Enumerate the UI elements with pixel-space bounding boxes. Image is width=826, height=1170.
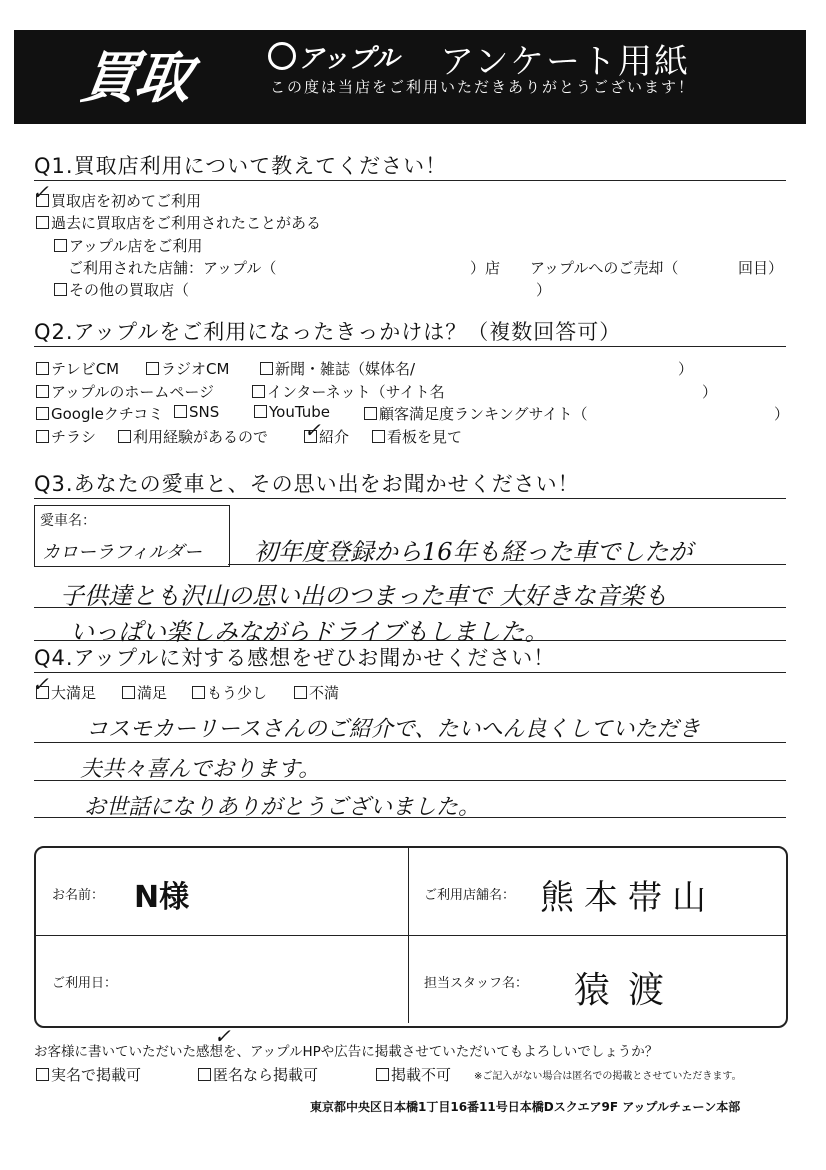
q2-option-tv[interactable]: テレビCM [36,358,119,379]
q3-memo-text-1[interactable]: 初年度登録から16年も経った車でしたが [254,538,693,566]
q1-divider [34,180,786,181]
q2-internet-close: ） [702,383,718,401]
q2-news-close: ） [678,360,694,378]
apple-logo-icon [268,42,296,70]
q2-divider [34,346,786,347]
q4-comment-text-3[interactable]: お世話になりありがとうございました。 [84,795,481,820]
staff-value[interactable]: 猿渡 [574,970,683,1011]
q1-count-suffix: 回目） [738,259,784,277]
info-col-divider [408,847,409,1023]
q2-ranking-close: ） [774,405,790,423]
q1-option-apple-store[interactable]: アップル店をご利用 [54,235,202,256]
q2-option-sns[interactable]: SNS [174,403,219,421]
page-subtitle: この度は当店をご利用いただきありがとうございます！ [270,78,696,96]
logo-kanji: 買取 [76,46,194,111]
check-mark-icon: ✓ [304,418,321,442]
check-mark-icon: ✓ [32,180,49,204]
q1-option-first-time[interactable]: 買取店を初めてご利用 [36,190,201,211]
q4-title: Q4.アップルに対する感想をぜひお聞かせください！ [34,646,556,670]
consent-note: ※ご記入がない場合は匿名での掲載とさせていただきます。 [474,1071,742,1082]
car-name-value[interactable]: カローラフィルダー [42,542,202,563]
q1-store-suffix: ）店 [470,259,501,277]
q4-option-satisfied[interactable]: 満足 [122,682,167,703]
q1-store-label: ご利用された店舗：アップル（ [68,259,277,277]
consent-question: お客様に書いていただいた感想を、アップルHPや広告に掲載させていただいてもよろしいでしょうか？ [34,1044,659,1060]
q1-title: Q1.買取店利用について教えてください！ [34,154,448,178]
q2-option-youtube[interactable]: YouTube [254,403,330,421]
q4-option-very-satisfied[interactable]: 大満足 [36,682,96,703]
staff-label: 担当スタッフ名： [424,976,529,991]
q2-option-radio[interactable]: ラジオCM [146,358,229,379]
check-mark-icon: ✓ [32,672,49,696]
q2-option-homepage[interactable]: アップルのホームページ [36,381,214,402]
q2-option-ranking[interactable]: 顧客満足度ランキングサイト（ [364,403,588,424]
store-label: ご利用店舗名： [424,888,516,903]
q2-option-newspaper[interactable]: 新聞・雑誌（媒体名/ [260,358,415,379]
q3-title: Q3.あなたの愛車と、その思い出をお聞かせください！ [34,472,580,496]
q1-other-close: ） [536,281,552,299]
name-label: お名前： [52,888,105,903]
q3-divider [34,498,786,499]
name-value[interactable]: N様 [134,880,190,915]
q3-memo-text-2[interactable]: 子供達とも沢山の思い出のつまった車で 大好きな音楽も [60,582,668,610]
q4-option-unsatisfied[interactable]: 不満 [294,682,339,703]
consent-not-allowed[interactable]: 掲載不可 [376,1064,451,1085]
page-title: アンケート用紙 [440,42,690,82]
q4-comment-text-1[interactable]: コスモカーリースさんのご紹介で、たいへん良くしていただき [86,717,701,742]
q2-option-experience[interactable]: 利用経験があるので [118,426,268,447]
q4-divider [34,672,786,673]
q1-option-other-store[interactable]: その他の買取店（ [54,279,189,300]
q2-option-google[interactable]: Googleクチコミ [36,403,163,424]
car-name-label: 愛車名： [40,513,96,529]
q2-option-internet[interactable]: インターネット（サイト名 [252,381,445,402]
date-label: ご利用日： [52,976,118,991]
q1-count-label: アップルへのご売却（ [530,259,679,277]
q2-option-introduction[interactable]: 紹介 [304,426,349,447]
consent-real-name[interactable]: 実名で掲載可 [36,1064,141,1085]
q2-option-flyer[interactable]: チラシ [36,426,96,447]
store-value[interactable]: 熊本帯山 [540,878,716,918]
check-mark-icon: ✓ [214,1024,231,1048]
consent-anonymous[interactable]: 匿名なら掲載可 [198,1064,318,1085]
info-row-divider [34,935,786,936]
q2-title: Q2.アップルをご利用になったきっかけは？（複数回答可） [34,320,622,344]
q4-comment-text-2[interactable]: 夫共々喜んでおります。 [80,757,321,782]
q3-memo-text-3[interactable]: いっぱい楽しみながらドライブもしました。 [70,618,549,646]
footer-address: 東京都中央区日本橋1丁目16番11号日本橋Dスクエア9F アップルチェーン本部 [310,1100,741,1114]
q4-option-a-little-more[interactable]: もう少し [192,682,267,703]
brand-name: アップル [298,44,400,74]
q1-option-past-use[interactable]: 過去に買取店をご利用されたことがある [36,212,321,233]
q2-option-signboard[interactable]: 看板を見て [372,426,462,447]
